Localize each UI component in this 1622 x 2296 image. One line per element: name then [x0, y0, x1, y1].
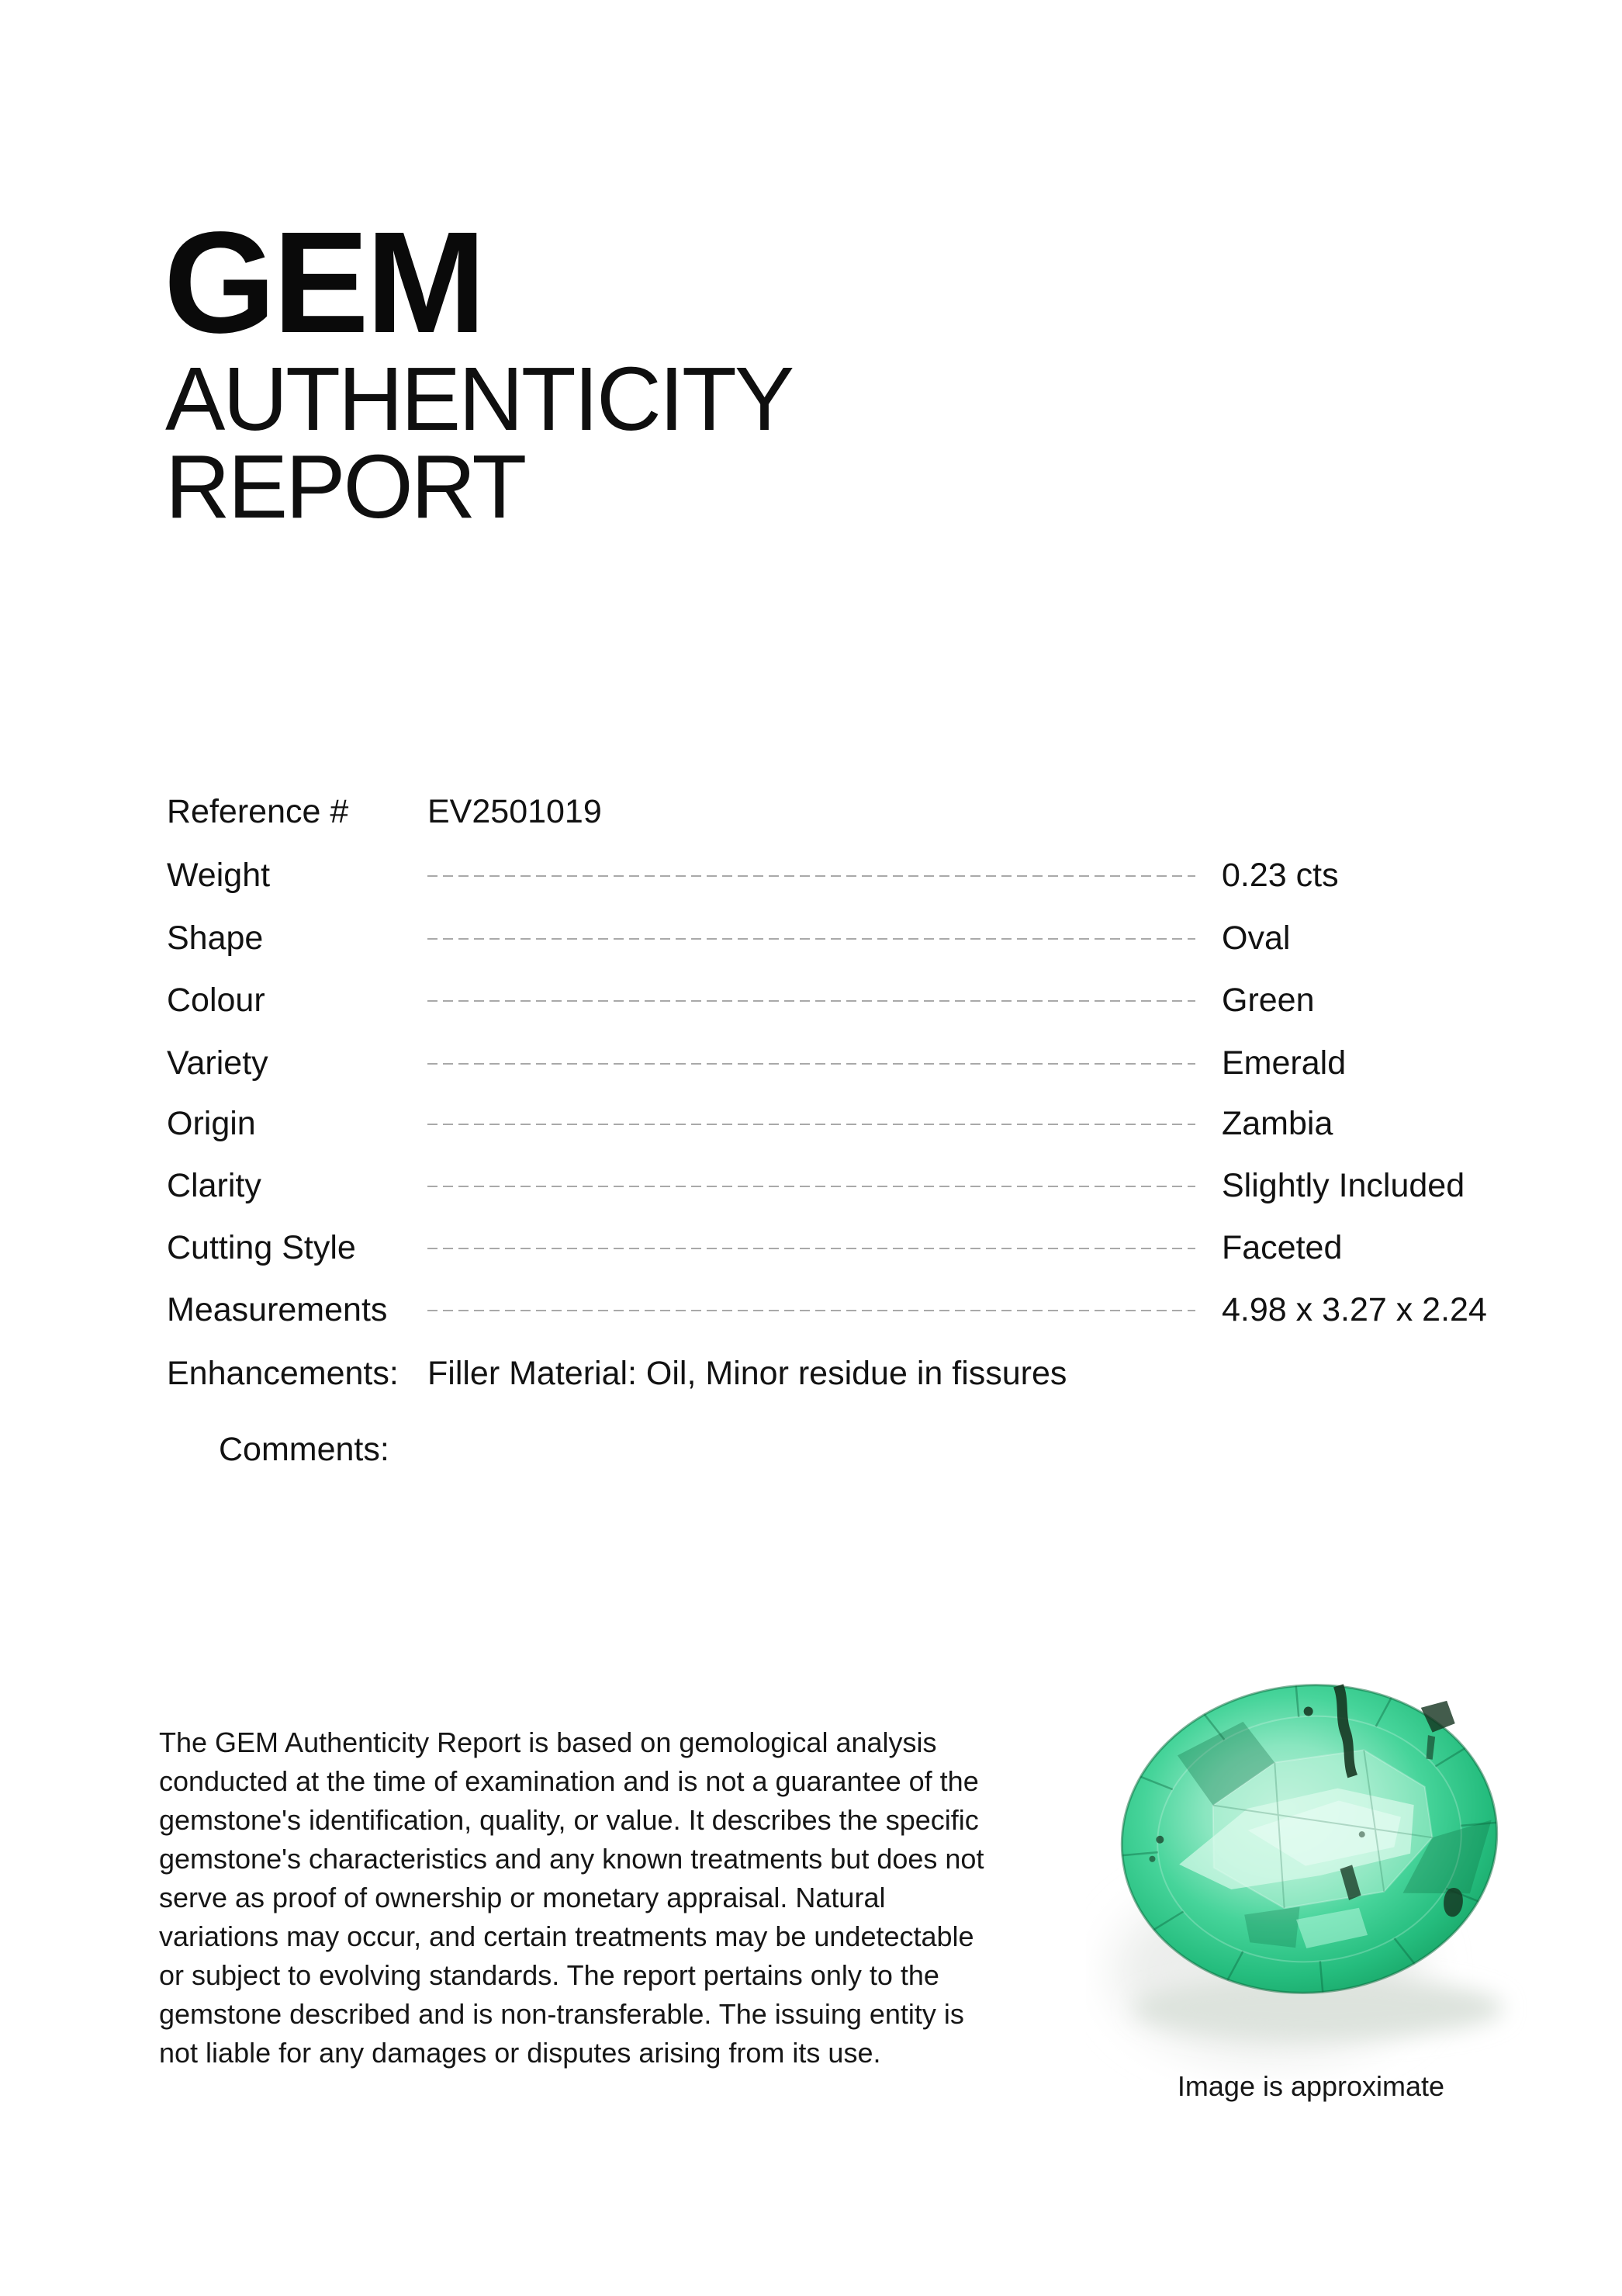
field-label: Enhancements: [167, 1355, 399, 1392]
table-row-comments [0, 1431, 1622, 1473]
field-value: Emerald [1222, 1044, 1347, 1082]
dotted-leader [427, 1186, 1195, 1187]
field-value: Faceted [1222, 1229, 1343, 1266]
table-row-measurements [0, 1291, 1622, 1333]
field-value: Slightly Included [1222, 1167, 1465, 1204]
dotted-leader [427, 1063, 1195, 1065]
table-row-weight [0, 857, 1622, 899]
disclaimer-text: The GEM Authenticity Report is based on gemological analysis conducted at the time of examination and is not a guarantee of the gemstone's identification, quality, or value. It describes the specific gemstone's characteristics and any known treatments but does not serve as proof of ownership or monetary appraisal. Natural variations may occur, and certain treatments may be undetectable or subject to evolving standards. The report pertains only to the gemstone described and is non-transferable. The issuing entity is not liable for any damages or disputes arising from its use. [159, 1726, 984, 2069]
table-row-clarity [0, 1167, 1622, 1209]
page-title: GEM [164, 203, 483, 363]
field-label: Colour [167, 982, 265, 1019]
field-label: Weight [167, 857, 271, 894]
table-row-enhancements [0, 1355, 1622, 1397]
field-label: Shape [167, 919, 264, 957]
dotted-leader [427, 1310, 1195, 1311]
field-value: EV2501019 [427, 793, 602, 830]
image-caption: Image is approximate [1177, 2070, 1445, 2102]
field-label: Measurements [167, 1291, 388, 1328]
dotted-leader [427, 1000, 1195, 1002]
field-label: Origin [167, 1105, 256, 1142]
field-label: Reference # [167, 793, 349, 830]
field-value: Zambia [1222, 1105, 1333, 1142]
table-row-origin [0, 1105, 1622, 1147]
table-row-cutting-style [0, 1229, 1622, 1271]
table-row-shape [0, 919, 1622, 961]
emerald-image [1086, 1645, 1536, 2080]
field-value: 4.98 x 3.27 x 2.24 [1222, 1291, 1487, 1328]
dotted-leader [427, 875, 1195, 877]
page-subtitle: AUTHENTICITY REPORT [165, 348, 791, 537]
field-label: Variety [167, 1044, 268, 1082]
dotted-leader [427, 1248, 1195, 1249]
field-value: Filler Material: Oil, Minor residue in fissures [427, 1355, 1067, 1392]
dotted-leader [427, 1124, 1195, 1125]
gem-photo [1086, 1645, 1536, 2080]
field-label: Clarity [167, 1167, 261, 1204]
dotted-leader [427, 938, 1195, 940]
table-row-reference [0, 793, 1622, 835]
field-label: Comments: [219, 1431, 389, 1468]
field-value: 0.23 cts [1222, 857, 1339, 894]
table-row-colour [0, 982, 1622, 1023]
field-label: Cutting Style [167, 1229, 356, 1266]
field-value: Green [1222, 982, 1315, 1019]
table-row-variety [0, 1044, 1622, 1086]
field-value: Oval [1222, 919, 1291, 957]
